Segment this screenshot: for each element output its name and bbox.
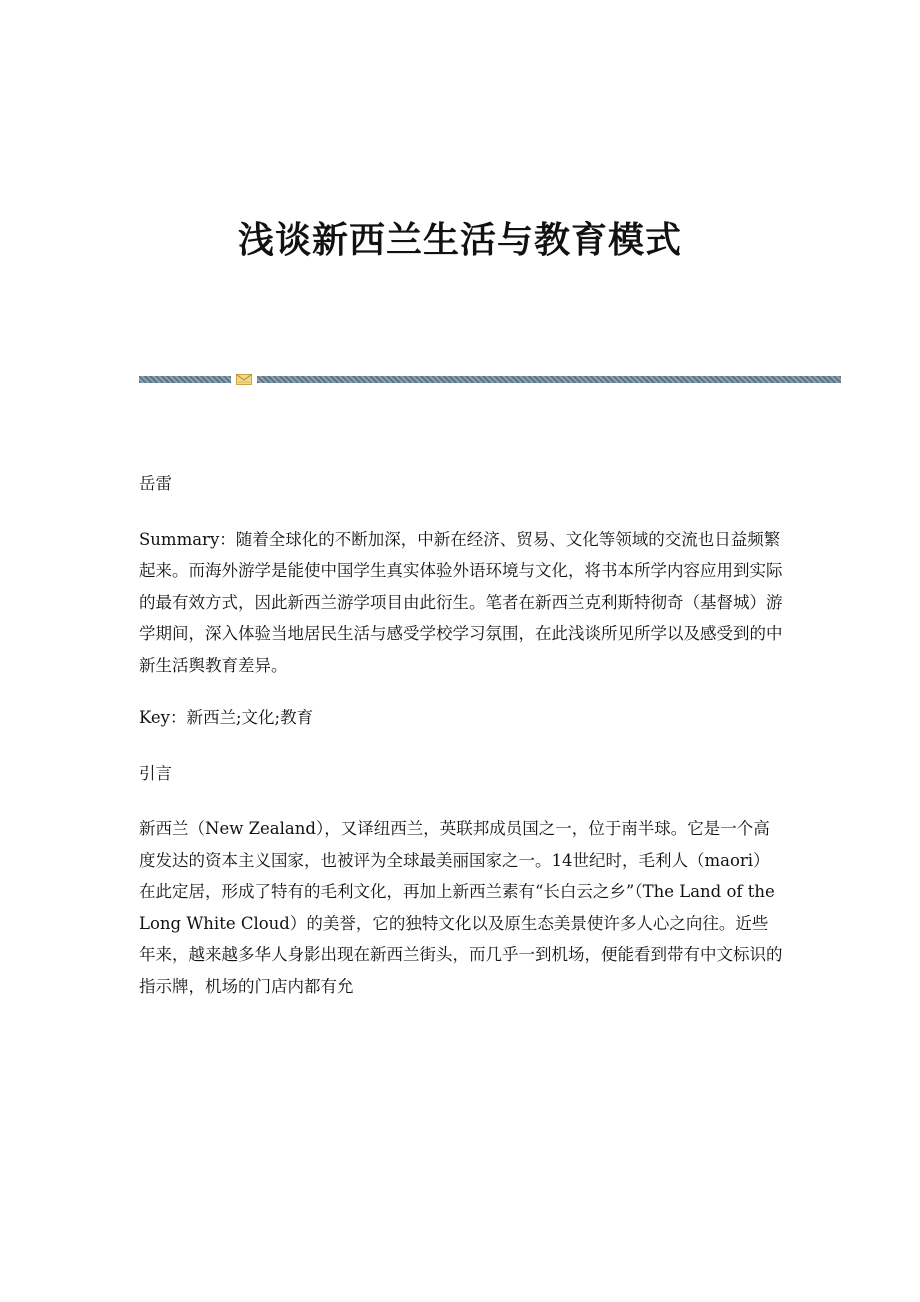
- intro-heading: 引言: [139, 763, 172, 783]
- intro-paragraph: 新西兰（New Zealand），又译纽西兰，英联邦成员国之一，位于南半球。它是一个高度发达的资本主义国家，也被评为全球最美丽国家之一。14世纪时，毛利人（maori）在此定居，形成了特有的毛利文化，再加上新西兰素有“长白云之乡”（The Land of the Long White Cloud）的美誉，它的独特文化以及原生态美景使许多人心之向往。近些年来，越来越多华人身影出现在新西兰街头，而几乎一到机场，便能看到带有中文标识的指示牌，机场的门店内都有允: [139, 819, 783, 996]
- envelope-icon: [236, 374, 252, 385]
- keywords-line: Key：新西兰;文化;教育: [139, 708, 314, 727]
- document-body: [139, 468, 784, 1002]
- document-title: 浅谈新西兰生活与教育模式: [237, 219, 682, 261]
- summary-paragraph: Summary：随着全球化的不断加深，中新在经济、贸易、文化等领域的交流也日益频繁起来。而海外游学是能使中国学生真实体验外语环境与文化，将书本所学内容应用到实际的最有效方式，因此新西兰游学项目由此衍生。笔者在新西兰克利斯特彻奇（基督城）游学期间，深入体验当地居民生活与感受学校学习氛围，在此浅谈所见所学以及感受到的中新生活舆教育差异。: [139, 529, 783, 675]
- divider-bar-left: [139, 376, 231, 383]
- author-name: 岳雷: [139, 474, 172, 493]
- divider-bar-right: [257, 376, 841, 383]
- title-divider: [139, 374, 841, 384]
